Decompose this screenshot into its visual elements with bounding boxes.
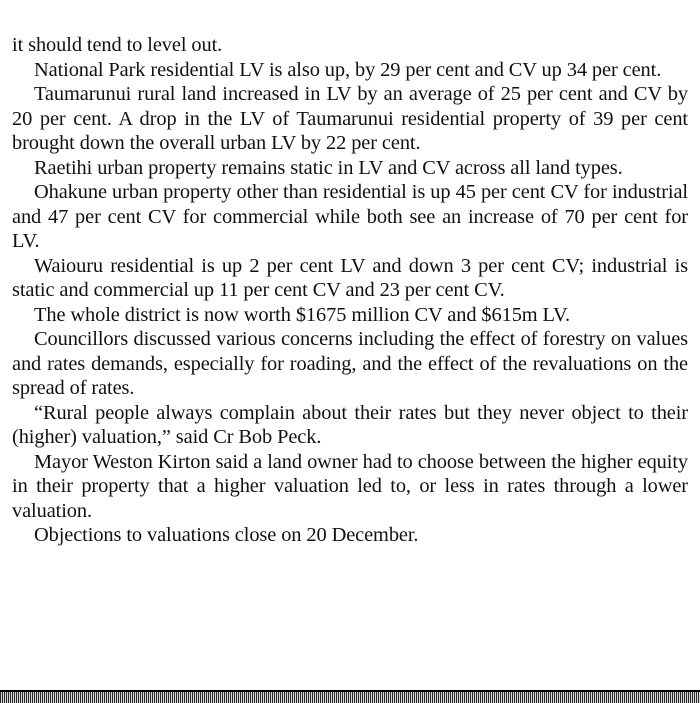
article-paragraph: Mayor Weston Kirton said a land owner had to choose between the higher equity in their property that a higher valuation led to, or less in rates through a lower valuation. [12, 450, 688, 522]
article-paragraph: Ohakune urban property other than residential is up 45 per cent CV for industrial and 47 per cent CV for commercial while both see an increase of 70 per cent for LV. [12, 181, 688, 252]
article-body [12, 33, 688, 548]
article-paragraph: Councillors discussed various concerns including the effect of forestry on values and rates demands, especially for roading, and the effect of the revaluations on the spread of rates. [12, 328, 688, 399]
article-paragraph: Taumarunui rural land increased in LV by an average of 25 per cent and CV by 20 per cent. A drop in the LV of Taumarunui residential property of 39 per cent brought down the overall urban LV by 22 per cent. [12, 83, 688, 154]
article-paragraph: Waiouru residential is up 2 per cent LV and down 3 per cent CV; industrial is static and commercial up 11 per cent CV and 23 per cent CV. [12, 254, 688, 301]
article-paragraph: The whole district is now worth $1675 million CV and $615m LV. [34, 303, 571, 326]
article-paragraph: “Rural people always complain about their rates but they never object to their (higher) valuation,” said Cr Bob Peck. [12, 401, 688, 448]
article-paragraph: it should tend to level out. [12, 34, 223, 56]
bottom-divider-bar [0, 690, 700, 703]
article-paragraph: National Park residential LV is also up, by 29 per cent and CV up 34 per cent. [34, 58, 662, 81]
article-paragraph: Objections to valuations close on 20 December. [34, 524, 419, 546]
article-paragraph: Raetihi urban property remains static in LV and CV across all land types. [34, 156, 623, 179]
